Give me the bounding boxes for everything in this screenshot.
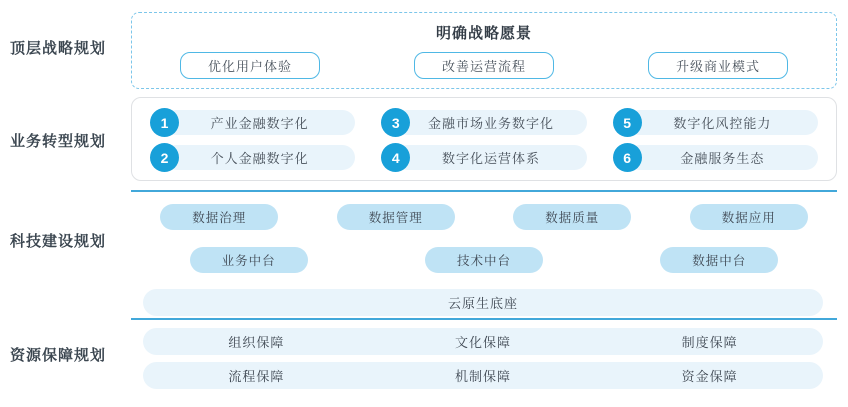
pill-organization-guarantee: 组织保障 (228, 335, 285, 350)
vision-button-optimize-user-experience: 优化用户体验 (180, 52, 320, 79)
transformation-item-label: 金融市场业务数字化 (395, 110, 586, 135)
vision-title: 明确战略愿景 (435, 25, 532, 42)
transformation-item-5 (613, 108, 818, 137)
transformation-item-label: 产业金融数字化 (164, 110, 355, 135)
pill-cloud-native-base: 云原生底座 (143, 289, 823, 316)
pill-process-guarantee: 流程保障 (228, 369, 285, 384)
number-badge-3: 3 (381, 108, 410, 137)
transformation-item-label: 数字化运营体系 (395, 145, 586, 170)
vision-button-upgrade-business-model: 升级商业模式 (648, 52, 788, 79)
tier-label-top-strategy: 顶层战略规划 (10, 40, 107, 57)
pill-business-middle-platform: 业务中台 (190, 247, 308, 273)
transformation-item-6 (613, 143, 818, 172)
transformation-item-4 (381, 143, 586, 172)
pill-system-guarantee: 制度保障 (681, 335, 738, 350)
vision-button-improve-operations: 改善运营流程 (414, 52, 554, 79)
transformation-item-label: 数字化风控能力 (627, 110, 818, 135)
transformation-item-label: 金融服务生态 (627, 145, 818, 170)
pill-culture-guarantee: 文化保障 (454, 335, 511, 350)
pill-data-quality: 数据质量 (513, 204, 631, 230)
section-divider-2 (131, 318, 837, 320)
pill-data-middle-platform: 数据中台 (660, 247, 778, 273)
tier-label-technology-construction: 科技建设规划 (10, 233, 107, 250)
resource-row-2 (143, 362, 823, 389)
pill-mechanism-guarantee: 机制保障 (454, 369, 511, 384)
pill-data-application: 数据应用 (690, 204, 808, 230)
pill-technology-middle-platform: 技术中台 (425, 247, 543, 273)
pill-data-management: 数据管理 (337, 204, 455, 230)
transformation-item-2 (150, 143, 355, 172)
number-badge-2: 2 (150, 143, 179, 172)
tier-label-resource-guarantee: 资源保障规划 (10, 347, 107, 364)
transformation-section-box (131, 97, 837, 181)
number-badge-4: 4 (381, 143, 410, 172)
pill-capital-guarantee: 资金保障 (681, 369, 738, 384)
tier-label-business-transformation: 业务转型规划 (10, 133, 107, 150)
vision-section-box (131, 12, 837, 89)
number-badge-1: 1 (150, 108, 179, 137)
transformation-item-3 (381, 108, 586, 137)
transformation-item-label: 个人金融数字化 (164, 145, 355, 170)
technology-row-data (131, 204, 837, 230)
vision-button-row (132, 52, 836, 79)
technology-row-platforms (131, 247, 837, 273)
number-badge-5: 5 (613, 108, 642, 137)
pill-data-governance: 数据治理 (160, 204, 278, 230)
number-badge-6: 6 (613, 143, 642, 172)
section-divider-1 (131, 190, 837, 192)
resource-row-1 (143, 328, 823, 355)
transformation-item-1 (150, 108, 355, 137)
